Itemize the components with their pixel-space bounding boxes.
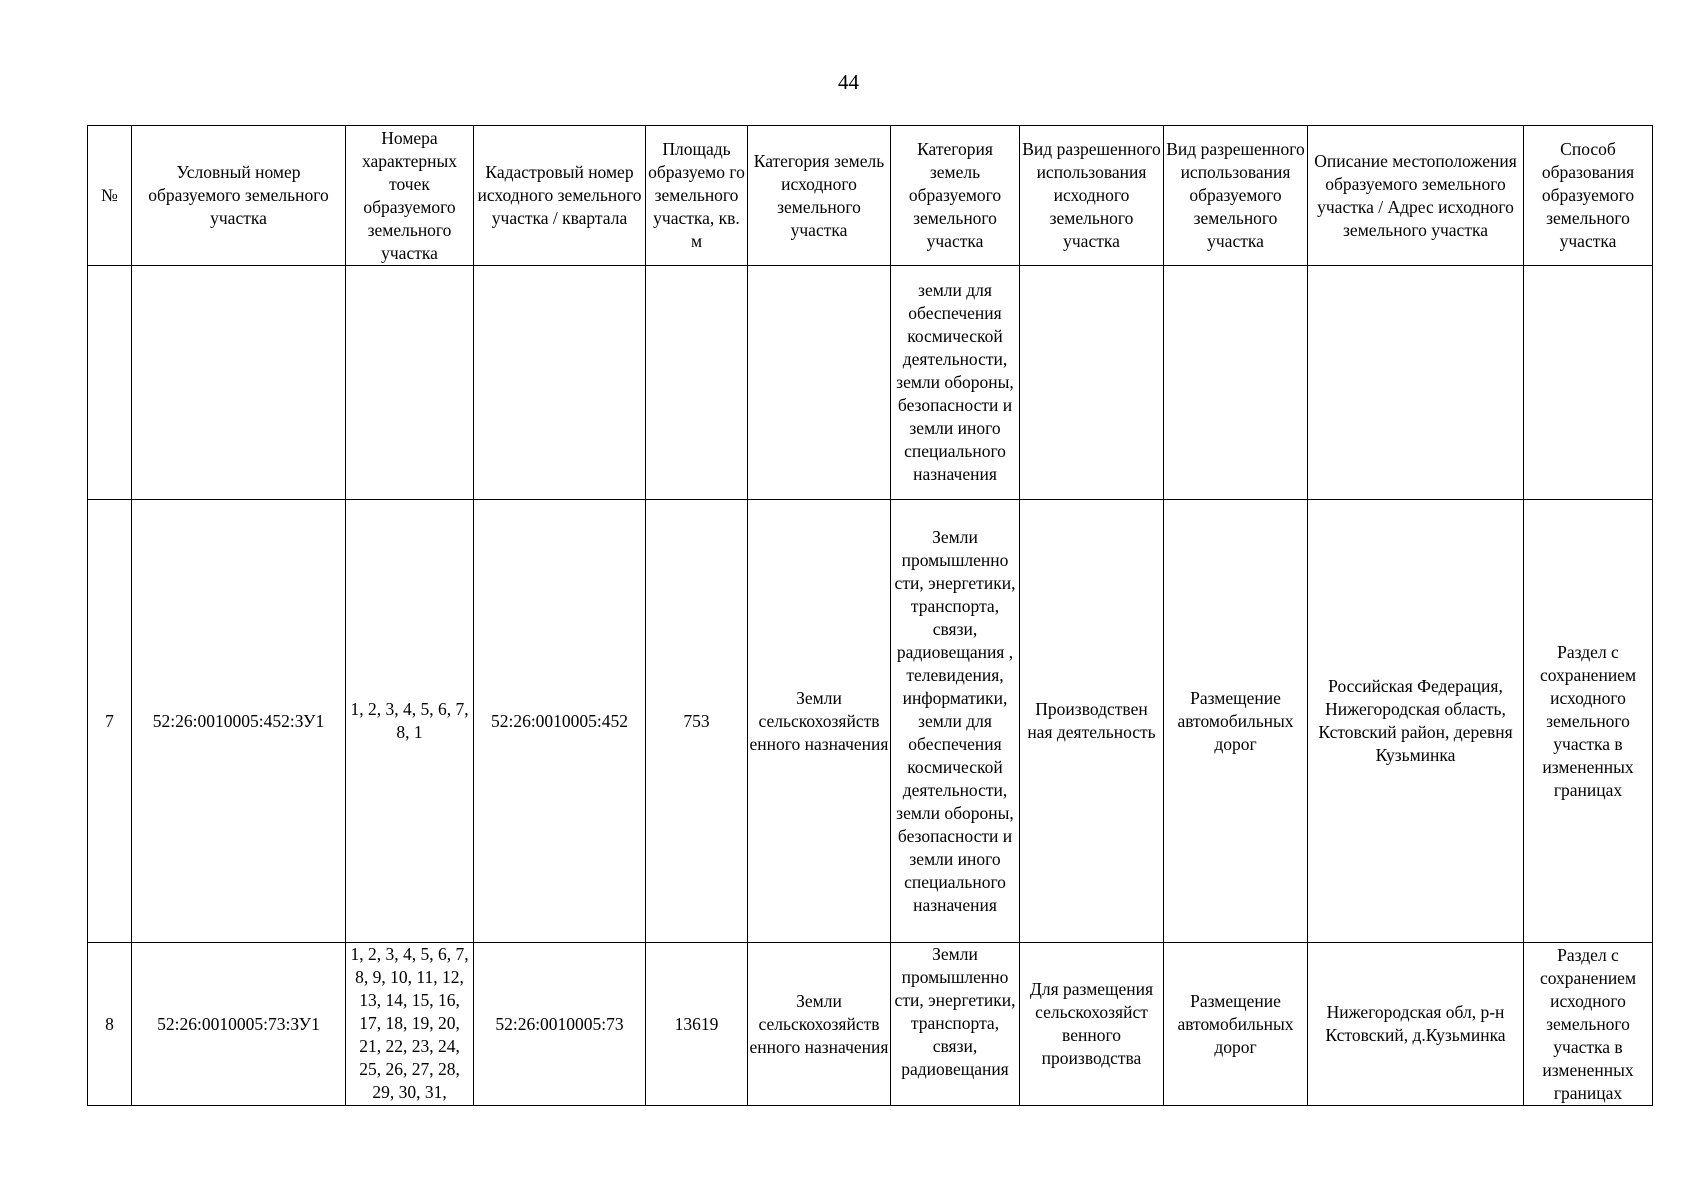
land-plots-table	[87, 125, 1653, 1106]
header-category-new: Категория земель образуемого земельного участка	[891, 126, 1020, 266]
cell-number	[88, 266, 132, 500]
cell-cadastral-number: 52:26:0010005:452	[474, 500, 646, 943]
cell-category-source: Земли сельскохозяйств енного назначения	[748, 943, 891, 1106]
cell-points: 1, 2, 3, 4, 5, 6, 7, 8, 9, 10, 11, 12, 13, 14, 15, 16, 17, 18, 19, 20, 21, 22, 23, 24, 25, 26, 27, 28, 29, 30, 31,	[346, 943, 474, 1106]
table-row	[88, 500, 1653, 943]
cell-number: 7	[88, 500, 132, 943]
cell-category-new: земли для обеспечения космической деятельности, земли обороны, безопасности и земли иного специального назначения	[891, 266, 1020, 500]
cell-category-new: Земли промышленно сти, энергетики, транспорта, связи, радиовещания	[891, 943, 1020, 1106]
table-row	[88, 943, 1653, 1106]
table-header-row	[88, 126, 1653, 266]
header-conditional-number: Условный номер образуемого земельного участка	[132, 126, 346, 266]
header-category-source: Категория земель исходного земельного участка	[748, 126, 891, 266]
cell-points: 1, 2, 3, 4, 5, 6, 7, 8, 1	[346, 500, 474, 943]
page-number: 44	[838, 70, 859, 94]
cell-location: Нижегородская обл, р-н Кстовский, д.Кузьминка	[1308, 943, 1524, 1106]
header-method: Способ образования образуемого земельного участка	[1524, 126, 1653, 266]
cell-conditional-number: 52:26:0010005:452:ЗУ1	[132, 500, 346, 943]
header-number: №	[88, 126, 132, 266]
table-row	[88, 266, 1653, 500]
cell-area: 13619	[646, 943, 748, 1106]
header-use-source: Вид разрешенного использования исходного земельного участка	[1020, 126, 1164, 266]
cell-cadastral-number: 52:26:0010005:73	[474, 943, 646, 1106]
cell-use-source	[1020, 266, 1164, 500]
header-area: Площадь образуемо го земельного участка, кв. м	[646, 126, 748, 266]
cell-category-source	[748, 266, 891, 500]
cell-use-source: Для размещения сельскохозяйст венного производства	[1020, 943, 1164, 1106]
cell-category-new: Земли промышленно сти, энергетики, транспорта, связи, радиовещания , телевидения, информатики, земли для обеспечения космической деятельности, земли обороны, безопасности и земли иного специального назначения	[891, 500, 1020, 943]
header-location: Описание местоположения образуемого земельного участка / Адрес исходного земельного участка	[1308, 126, 1524, 266]
cell-cadastral-number	[474, 266, 646, 500]
cell-number: 8	[88, 943, 132, 1106]
cell-method	[1524, 266, 1653, 500]
cell-location: Российская Федерация, Нижегородская область, Кстовский район, деревня Кузьминка	[1308, 500, 1524, 943]
cell-category-source: Земли сельскохозяйств енного назначения	[748, 500, 891, 943]
cell-area	[646, 266, 748, 500]
cell-method: Раздел с сохранением исходного земельного участка в измененных границах	[1524, 500, 1653, 943]
cell-conditional-number: 52:26:0010005:73:ЗУ1	[132, 943, 346, 1106]
cell-method: Раздел с сохранением исходного земельного участка в измененных границах	[1524, 943, 1653, 1106]
cell-area: 753	[646, 500, 748, 943]
cell-use-new: Размещение автомобильных дорог	[1164, 943, 1308, 1106]
cell-use-new: Размещение автомобильных дорог	[1164, 500, 1308, 943]
cell-points	[346, 266, 474, 500]
header-use-new: Вид разрешенного использования образуемого земельного участка	[1164, 126, 1308, 266]
cell-use-source: Производствен ная деятельность	[1020, 500, 1164, 943]
cell-location	[1308, 266, 1524, 500]
cell-conditional-number	[132, 266, 346, 500]
cell-use-new	[1164, 266, 1308, 500]
header-cadastral-number: Кадастровый номер исходного земельного участка / квартала	[474, 126, 646, 266]
header-points: Номера характерных точек образуемого земельного участка	[346, 126, 474, 266]
